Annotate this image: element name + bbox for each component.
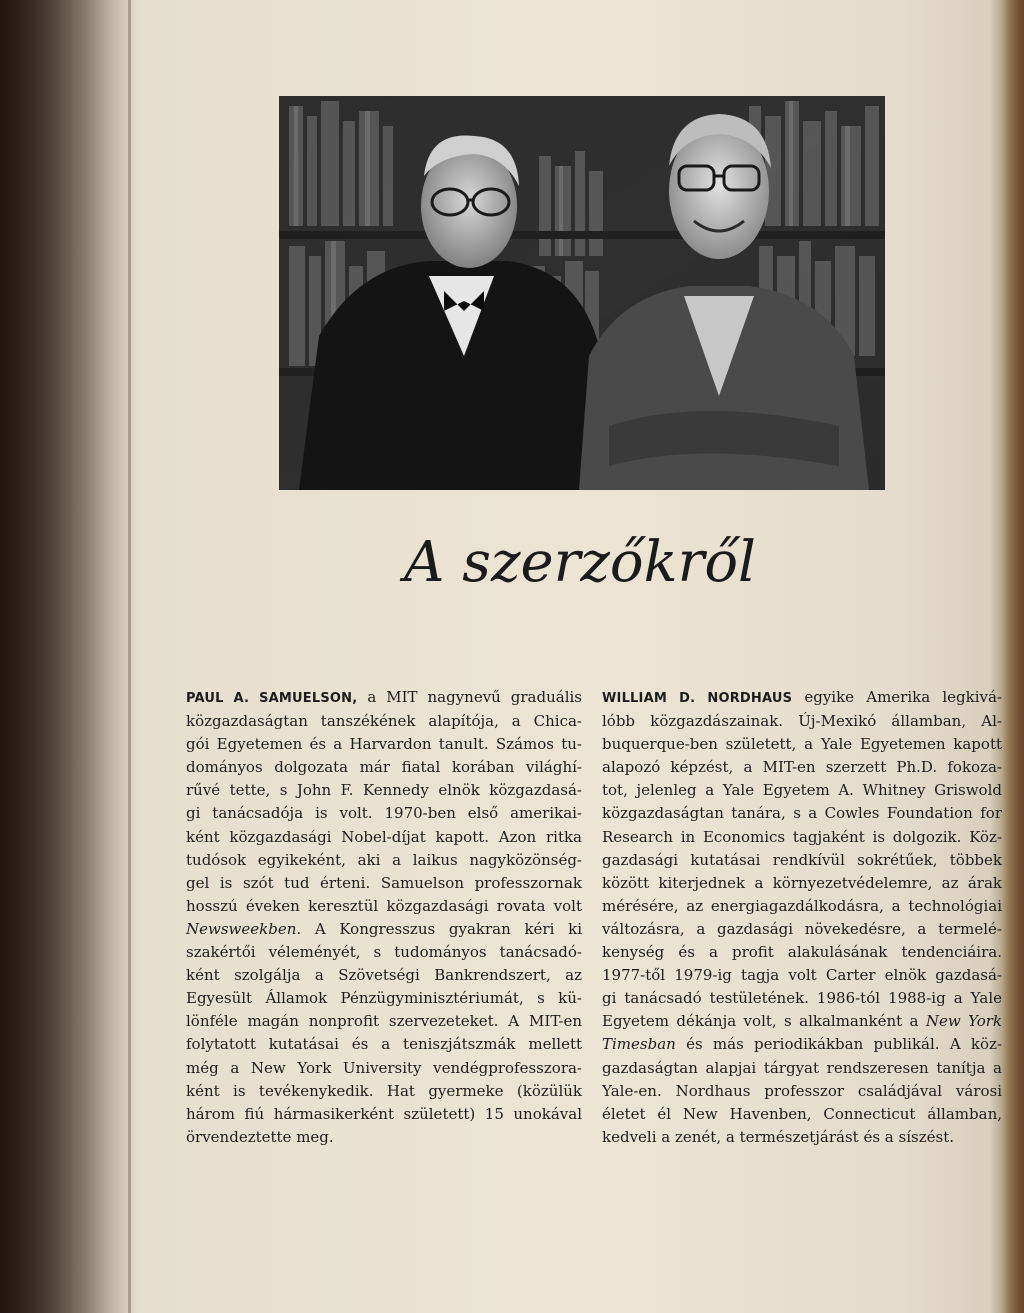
author-name-nordhaus: WILLIAM D. NORDHAUS (602, 691, 793, 706)
bio-line: gi tanácsadója is volt. 1970-ben első amerikai- (186, 804, 582, 823)
author-name-samuelson: PAUL A. SAMUELSON, (186, 691, 358, 706)
bio-line: hosszú éveken keresztül közgazdasági rovata volt (186, 896, 582, 915)
bio-line: tudósok egyikeként, aki a laikus nagyközönség- (186, 850, 582, 869)
bio-line: lóbb közgazdászainak. Új-Mexikó államban, Al- (602, 712, 1002, 731)
bio-line: ként szolgálja a Szövetségi Bankrendszert, az (186, 966, 582, 985)
page-gutter-edge (128, 0, 131, 1313)
bio-line: lönféle magán nonprofit szervezeteket. A MIT-en (186, 1012, 582, 1031)
bio-line: életet él New Havenben, Connecticut államban, (602, 1104, 1002, 1123)
bio-line: ként is tevékenykedik. Hat gyermeke (közülük (186, 1081, 582, 1100)
bio-line: gel is szót tud érteni. Samuelson professzornak (186, 873, 582, 892)
bio-line: három fiú hármasikerként született) 15 unokával (186, 1104, 582, 1123)
bio-line: még a New York University vendégprofesszora- (186, 1058, 582, 1077)
bio-line: gazdasági kutatásai rendkívül sokrétűek, többek (602, 850, 1002, 869)
bio-line: Egyesült Államok Pénzügyminisztériumát, s kü- (186, 989, 582, 1008)
bio-line: PAUL A. SAMUELSON, a MIT nagynevű graduális (186, 688, 582, 706)
bio-line: Research in Economics tagjaként is dolgozik. Köz- (602, 827, 1002, 846)
bio-line: WILLIAM D. NORDHAUS egyike Amerika legkivá- (602, 688, 1002, 706)
bio-line: gói Egyetemen és a Harvardon tanult. Számos tu- (186, 735, 582, 754)
bio-line: Egyetem dékánja volt, s alkalmanként a New York (602, 1012, 1003, 1031)
bio-line: folytatott kutatásai és a teniszjátszmák mellett (186, 1035, 582, 1054)
bio-line: közgazdaságtan tanára, s a Cowles Foundation for (602, 804, 1002, 823)
page-title: A szerzőkről (404, 530, 756, 595)
bio-line: 1977-től 1979-ig tagja volt Carter elnök gazdasá- (602, 966, 1002, 985)
bio-line: alapozó képzést, a MIT-en szerzett Ph.D. fokoza- (602, 758, 1002, 777)
bio-line: örvendeztette meg. (186, 1127, 334, 1146)
bio-line: mérésére, az energiagazdálkodásra, a technológiai (602, 896, 1002, 915)
nordhaus-bio (602, 686, 1002, 1149)
bio-line: szakértői véleményét, s tudományos tanácsadó- (186, 943, 582, 962)
authors-portrait-photo (279, 96, 885, 490)
bio-line: buquerque-ben született, a Yale Egyetemen kapott (602, 735, 1002, 754)
page-right-edge (1002, 0, 1024, 1313)
bio-line: között kiterjednek a környezetvédelemre, az árak (602, 873, 1002, 892)
bio-line: dományos dolgozata már fiatal korában világhí- (186, 758, 582, 777)
bio-line: változásra, a gazdasági növekedésre, a termelé- (602, 919, 1002, 938)
bio-line: gazdaságtan alapjai tárgyat rendszeresen tanítja a (602, 1058, 1002, 1077)
samuelson-bio (186, 686, 582, 1149)
bio-line: Yale-en. Nordhaus professzor családjával városi (602, 1081, 1002, 1100)
bio-line: tot, jelenleg a Yale Egyetem A. Whitney Griswold (602, 781, 1002, 800)
bio-line: rűvé tette, s John F. Kennedy elnök közgazdasá- (186, 781, 582, 800)
bio-line: kenység és a profit alakulásának tendenciáira. (602, 943, 1002, 962)
bio-line: gi tanácsadó testületének. 1986-tól 1988-ig a Yale (602, 989, 1002, 1008)
bio-line: kedveli a zenét, a természetjárást és a síszést. (602, 1127, 954, 1146)
bio-line: Timesban és más periodikákban publikál. A köz- (602, 1035, 1002, 1054)
bio-line: Newsweekben. A Kongresszus gyakran kéri ki (186, 919, 582, 938)
book-spine-shadow (0, 0, 135, 1313)
bio-line: ként közgazdasági Nobel-díjat kapott. Azon ritka (186, 827, 582, 846)
bio-line: közgazdaságtan tanszékének alapítója, a Chica- (186, 712, 582, 731)
